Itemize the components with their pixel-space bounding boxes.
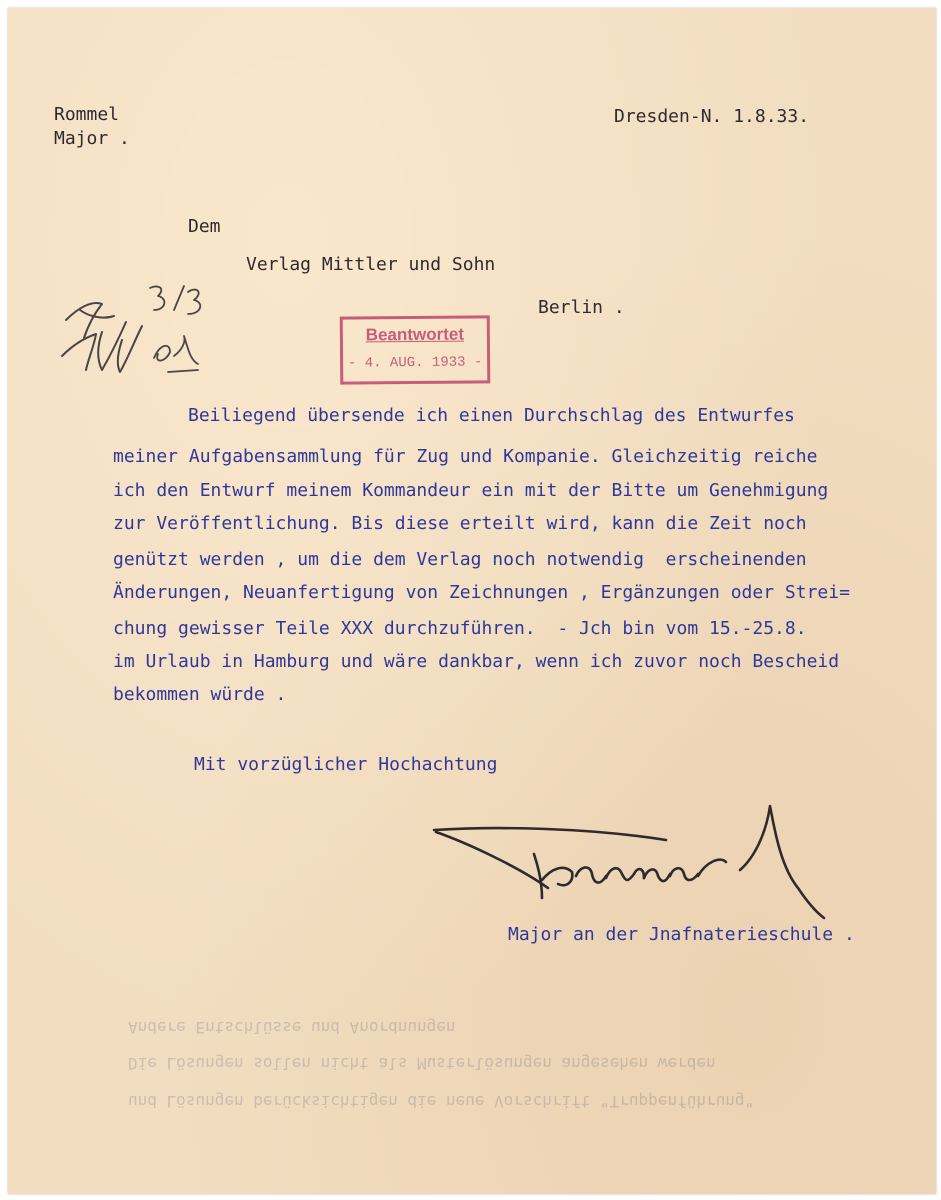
stamp-date: - 4. AUG. 1933 -: [347, 354, 483, 372]
place-date: Dresden-N. 1.8.33.: [614, 106, 810, 127]
signature-mark: [430, 796, 830, 926]
body-line: zur Veröffentlichung. Bis diese erteilt wird, kann die Zeit noch: [113, 513, 807, 534]
bleed-through-line: Andere Entschlüsse und Anordnungen: [128, 1018, 456, 1037]
body-line: bekommen würde .: [113, 684, 287, 705]
recipient-salutation: Dem: [188, 216, 221, 237]
body-line: Beiliegend übersende ich einen Durchschlag des Entwurfes: [188, 405, 795, 426]
closing-line: Mit vorzüglicher Hochachtung: [194, 754, 498, 775]
body-line: chung gewisser Teile XXX durchzuführen. - Jch bin vom 15.-25.8.: [113, 618, 807, 639]
sender-rank: Major .: [54, 128, 130, 149]
body-line: ich den Entwurf meinem Kommandeur ein mit der Bitte um Genehmigung: [113, 480, 829, 501]
bleed-through-line: und Lösungen berücksichtigen die neue Vorschrift "Truppenführung": [128, 1092, 755, 1111]
body-line: Änderungen, Neuanfertigung von Zeichnungen , Ergänzungen oder Strei=: [113, 582, 850, 603]
stamp-title: Beantwortet: [365, 324, 465, 345]
recipient-city: Berlin .: [538, 297, 625, 318]
signature-title: Major an der Jnafnaterieschule .: [508, 924, 855, 945]
received-stamp: [340, 315, 491, 384]
sender-name: Rommel: [54, 104, 120, 125]
body-line: meiner Aufgabensammlung für Zug und Kompanie. Gleichzeitig reiche: [113, 446, 818, 467]
body-line: im Urlaub in Hamburg und wäre dankbar, wenn ich zuvor noch Bescheid: [113, 651, 840, 672]
body-line: genützt werden , um die dem Verlag noch notwendig erscheinenden: [113, 549, 807, 570]
handwritten-note-mark: [58, 280, 218, 390]
recipient-publisher: Verlag Mittler und Sohn: [246, 254, 496, 275]
bleed-through-line: Die Lösungen sollen nicht als Musterlösungen angesehen werden: [128, 1054, 716, 1073]
